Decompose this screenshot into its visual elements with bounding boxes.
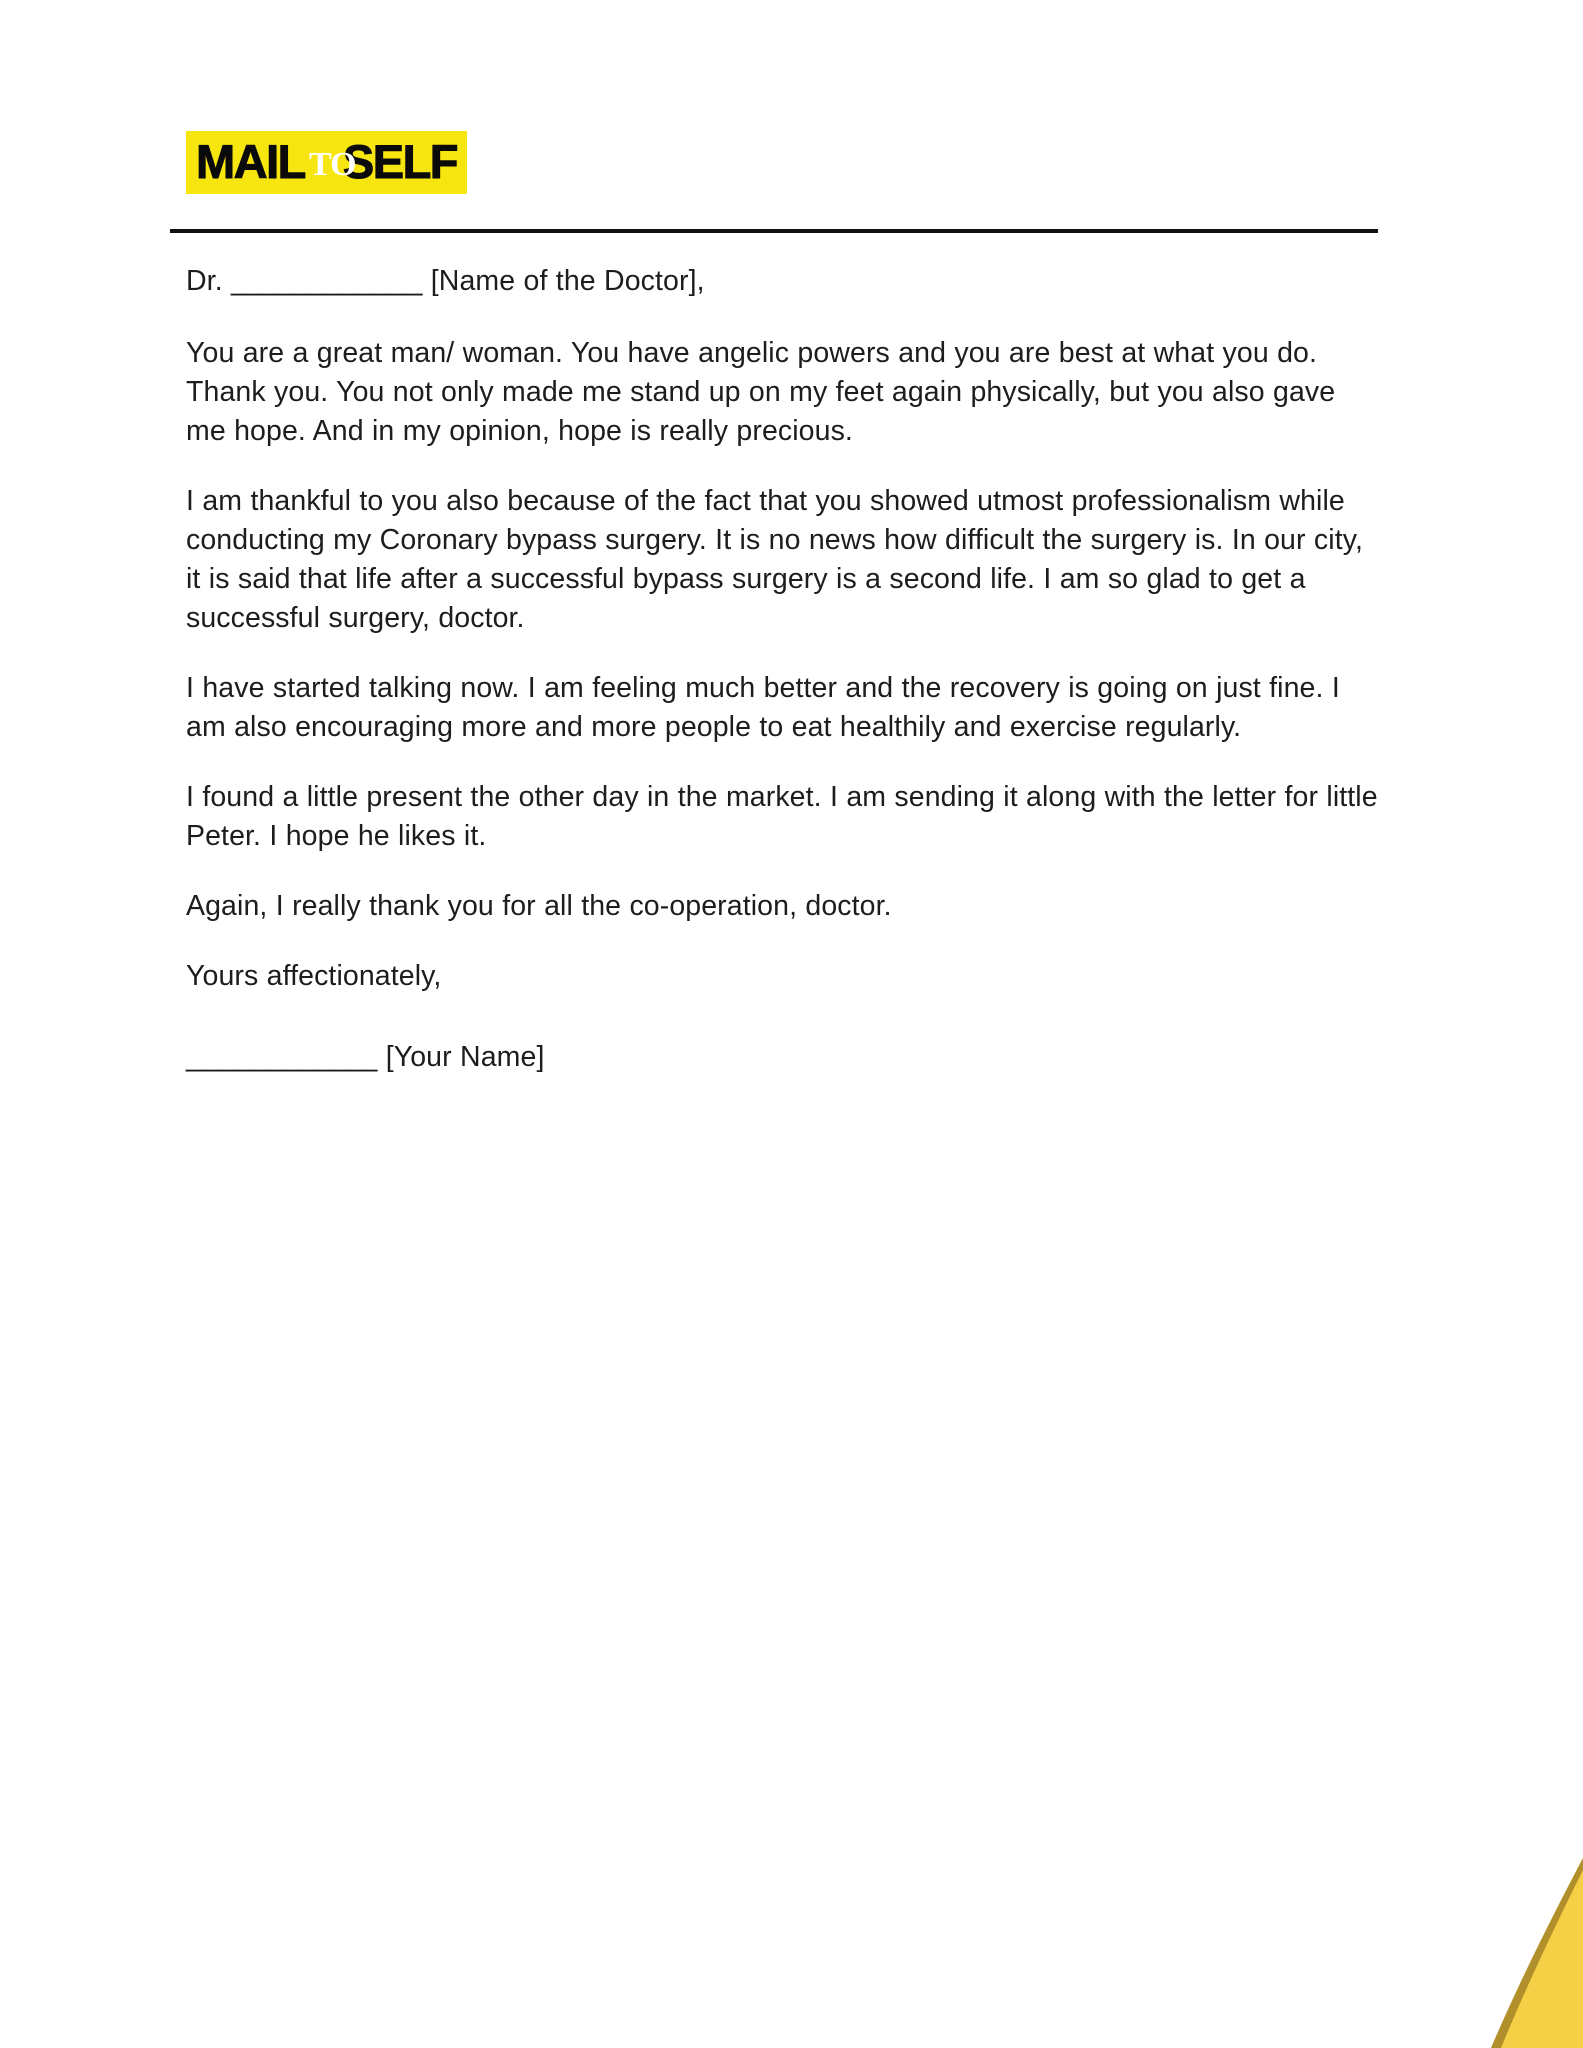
- paragraph-1: You are a great man/ woman. You have angelic powers and you are best at what you do. Thank you. You not only made me stand up on my feet again physically, but you also gave me hope. And in my opinion, hope is really precious.: [186, 337, 1336, 447]
- paragraph-2: I am thankful to you also because of the fact that you showed utmost professionalism while conducting my Coronary bypass surgery. It is no news how difficult the surgery is. In our city, it is said that life after a successful bypass surgery is a second life. I am so glad to get a successful surgery, doctor.: [186, 485, 1363, 634]
- closing-line: Yours affectionately,: [186, 960, 442, 992]
- corner-decoration-icon: [1433, 1818, 1583, 2048]
- brand-logo: [186, 131, 457, 188]
- logo-text-mail: MAIL: [196, 135, 305, 188]
- salutation-line: Dr. ____________ [Name of the Doctor],: [186, 265, 705, 297]
- logo-text-self: SELF: [342, 135, 457, 188]
- logo-badge: [186, 131, 467, 194]
- paragraph-4: I found a little present the other day in the market. I am sending it along with the letter for little Peter. I hope he likes it.: [186, 781, 1378, 852]
- signature-line: ____________ [Your Name]: [186, 1041, 545, 1073]
- header-divider: [170, 229, 1378, 233]
- paragraph-3: I have started talking now. I am feeling much better and the recovery is going on just fine. I am also encouraging more and more people to eat healthily and exercise regularly.: [186, 672, 1340, 743]
- paragraph-5: Again, I really thank you for all the co-operation, doctor.: [186, 890, 892, 922]
- logo-text-to: TO: [309, 146, 356, 183]
- letter-body: [186, 262, 1378, 1077]
